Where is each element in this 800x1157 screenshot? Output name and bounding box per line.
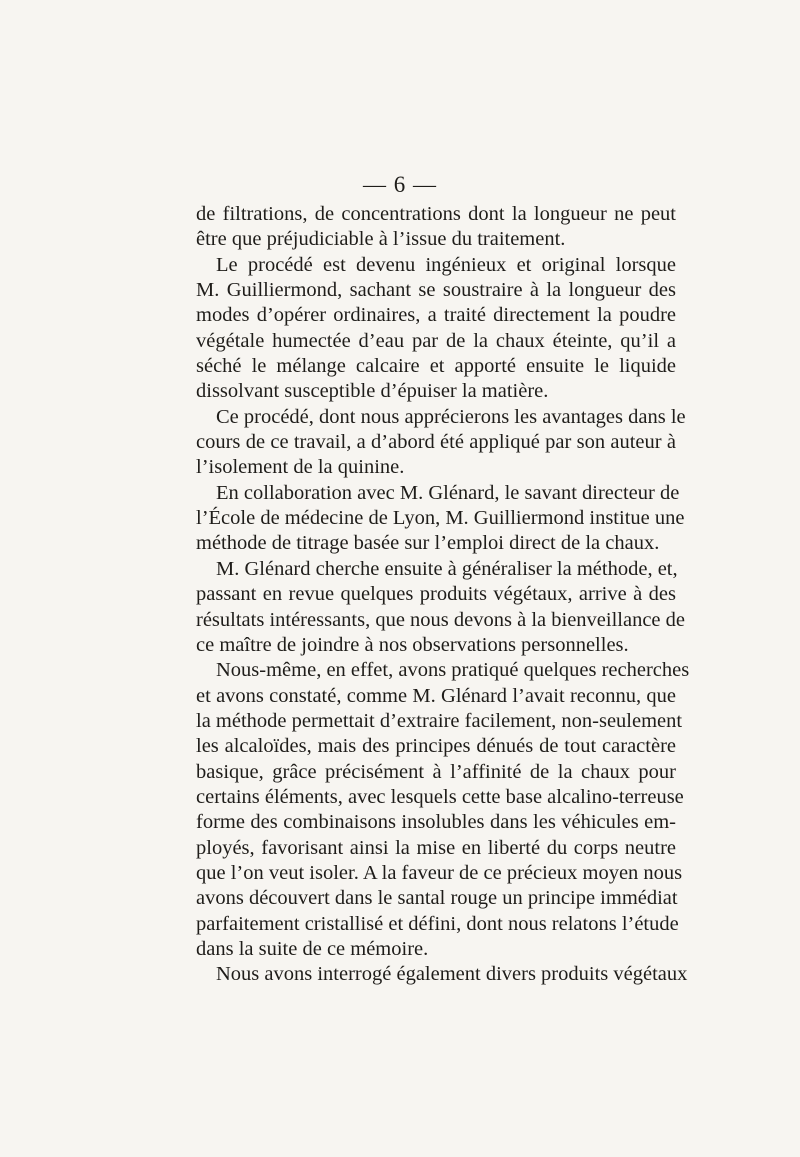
text-line: modes d’opérer ordinaires, a traité directement la poudre bbox=[196, 304, 676, 327]
text-line: M. Guilliermond, sachant se soustraire à la longueur des bbox=[196, 279, 676, 302]
text-line: Ce procédé, dont nous apprécierons les avantages dans le bbox=[216, 405, 686, 428]
text-line: basique, grâce précisément à l’affinité de la chaux pour bbox=[196, 760, 676, 783]
text-line: avons découvert dans le santal rouge un principe immédiat bbox=[196, 887, 678, 910]
text-line: résultats intéressants, que nous devons à la bienveillance de bbox=[196, 608, 686, 631]
text-line: être que préjudiciable à l’issue du traitement. bbox=[196, 228, 566, 251]
text-line: parfaitement cristallisé et défini, dont nous relatons l’étude bbox=[196, 912, 679, 935]
text-line: la méthode permettait d’extraire facilement, non-seulement bbox=[196, 709, 683, 732]
text-line: ce maître de joindre à nos observations personnelles. bbox=[196, 633, 629, 656]
body-text bbox=[196, 202, 690, 988]
text-line: l’École de médecine de Lyon, M. Guilliermond institue une bbox=[196, 507, 685, 530]
text-line: que l’on veut isoler. A la faveur de ce précieux moyen nous bbox=[196, 861, 683, 884]
text-line: M. Glénard cherche ensuite à généraliser la méthode, et, bbox=[216, 557, 678, 580]
text-line: ployés, favorisant ainsi la mise en liberté du corps neutre bbox=[196, 836, 676, 859]
page-number: — 6 — bbox=[363, 172, 437, 197]
text-line: séché le mélange calcaire et apporté ensuite le liquide bbox=[196, 355, 676, 378]
text-line: les alcaloïdes, mais des principes dénués de tout caractère bbox=[196, 735, 676, 758]
text-line: passant en revue quelques produits végétaux, arrive à des bbox=[196, 583, 676, 606]
text-line: cours de ce travail, a d’abord été appliqué par son auteur à bbox=[196, 431, 676, 454]
text-line: dissolvant susceptible d’épuiser la matière. bbox=[196, 380, 549, 403]
text-line: Nous-même, en effet, avons pratiqué quelques recherches bbox=[216, 659, 690, 682]
text-line: En collaboration avec M. Glénard, le savant directeur de bbox=[216, 481, 680, 504]
text-line: forme des combinaisons insolubles dans les véhicules em- bbox=[196, 811, 676, 834]
text-line: de filtrations, de concentrations dont la longueur ne peut bbox=[196, 203, 676, 225]
text-line: Le procédé est devenu ingénieux et original lorsque bbox=[216, 253, 676, 276]
text-line: Nous avons interrogé également divers produits végétaux bbox=[216, 963, 688, 986]
text-line: méthode de titrage basée sur l’emploi direct de la chaux. bbox=[196, 532, 660, 555]
text-line: certains éléments, avec lesquels cette base alcalino-terreuse bbox=[196, 785, 684, 808]
text-line: et avons constaté, comme M. Glénard l’avait reconnu, que bbox=[196, 684, 676, 707]
text-line: végétale humectée d’eau par de la chaux éteinte, qu’il a bbox=[196, 329, 676, 352]
text-line: l’isolement de la quinine. bbox=[196, 456, 405, 479]
text-line: dans la suite de ce mémoire. bbox=[196, 937, 429, 960]
